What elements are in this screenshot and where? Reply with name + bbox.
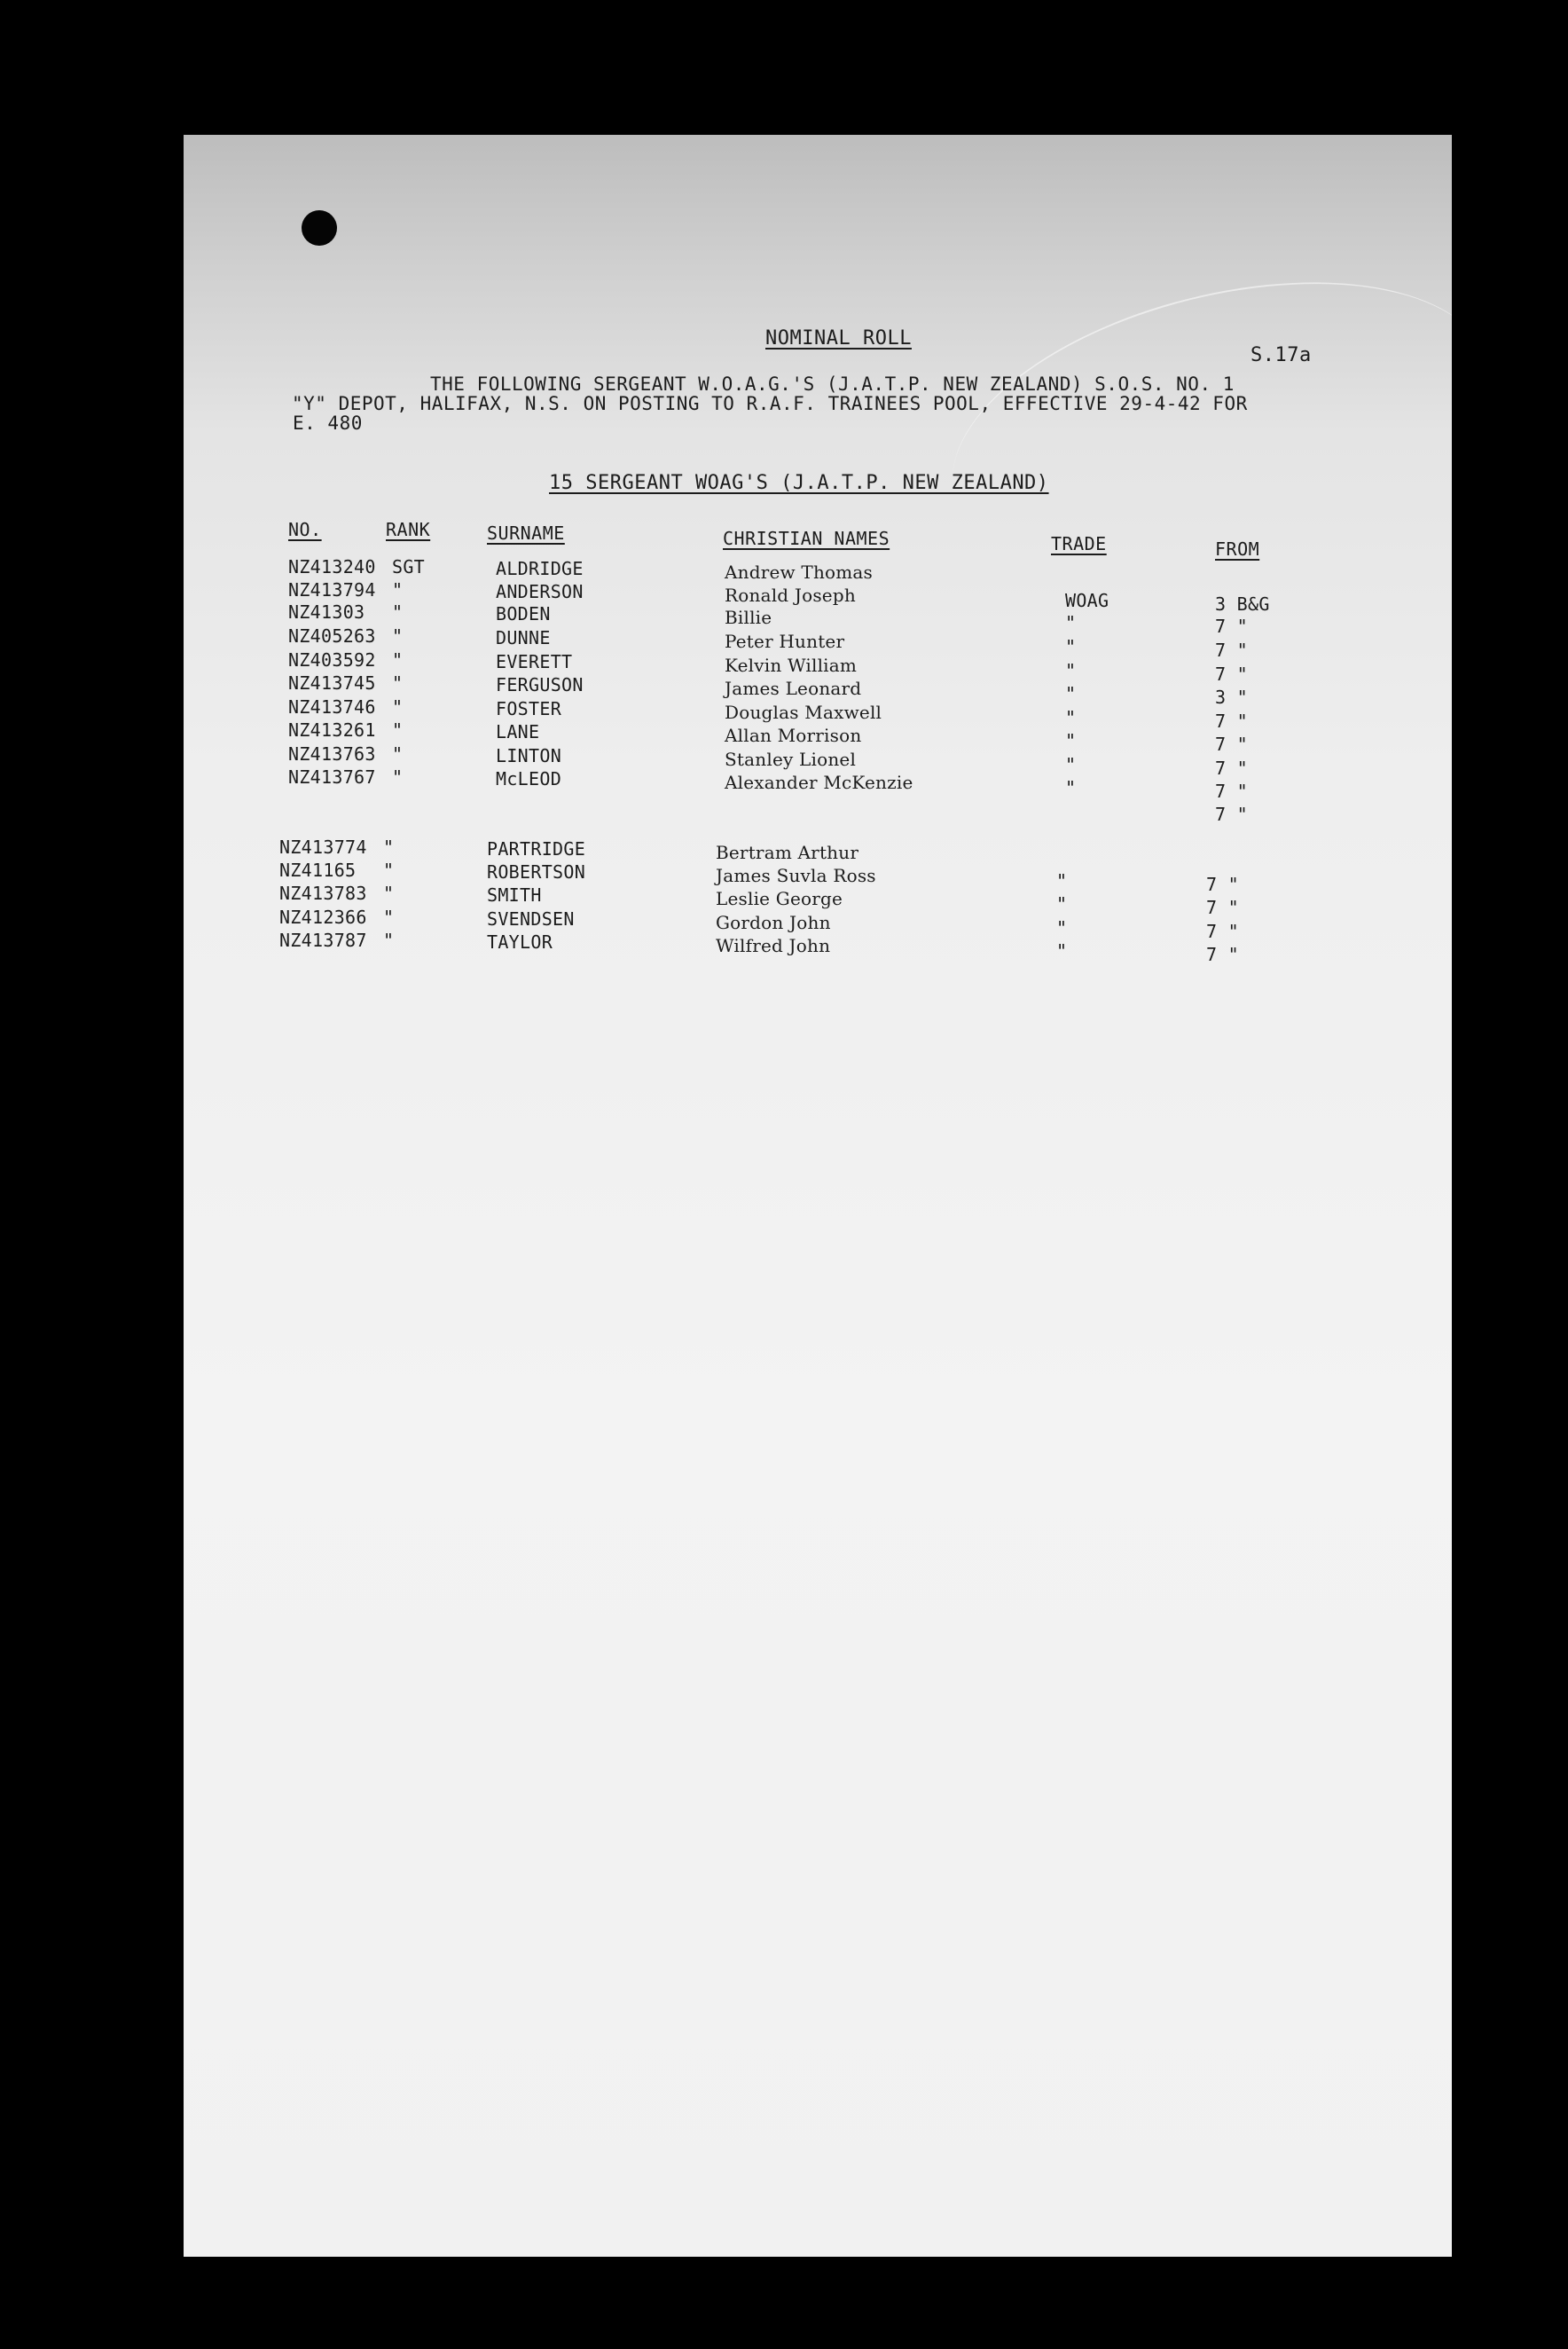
table-cell-no: NZ41165 [279,860,357,881]
table-cell-no: NZ413787 [279,930,367,951]
table-cell-christian: Peter Hunter [725,631,845,652]
table-cell-trade: " [1065,636,1077,657]
table-cell-from: 7 " [1206,944,1240,965]
table-cell-surname: FOSTER [496,698,562,719]
table-cell-from: 7 " [1215,734,1249,755]
intro-line-2: "Y" DEPOT, HALIFAX, N.S. ON POSTING TO R.A.F. TRAINEES POOL, EFFECTIVE 29-4-42 FOR [292,393,1248,414]
table-cell-from: 7 " [1215,758,1249,779]
column-header-no: NO. [288,519,322,540]
table-cell-from: 7 " [1215,616,1249,637]
table-cell-no: NZ413774 [279,837,367,858]
table-cell-surname: ROBERTSON [487,861,586,883]
column-header-christian: CHRISTIAN NAMES [723,528,890,549]
column-header-trade: TRADE [1051,533,1107,554]
column-header-from: FROM [1215,538,1260,560]
intro-line-3: E. 480 [293,412,363,434]
table-cell-no: NZ41303 [288,601,365,623]
table-cell-from: 7 " [1215,781,1249,802]
document-title: NOMINAL ROLL [765,327,912,350]
table-cell-from: 7 " [1215,640,1249,661]
table-cell-christian: Bertram Arthur [716,842,859,863]
table-cell-rank: " [392,672,404,694]
table-cell-no: NZ413783 [279,883,367,904]
table-cell-trade: " [1065,777,1077,798]
table-cell-trade: " [1065,612,1077,633]
table-cell-no: NZ405263 [288,625,376,647]
table-cell-rank: " [392,719,404,741]
table-cell-surname: DUNNE [496,627,551,648]
table-cell-christian: James Suvla Ross [716,865,876,886]
table-cell-no: NZ413261 [288,719,376,741]
intro-line-1: THE FOLLOWING SERGEANT W.O.A.G.'S (J.A.T.P. NEW ZEALAND) S.O.S. NO. 1 [430,373,1235,395]
table-cell-trade: " [1056,870,1068,892]
table-cell-surname: PARTRIDGE [487,838,586,860]
table-cell-no: NZ413746 [288,696,376,718]
table-cell-christian: Douglas Maxwell [725,702,882,723]
column-header-rank: RANK [386,519,431,540]
table-cell-rank: " [392,579,404,601]
table-cell-from: 7 " [1206,874,1240,895]
table-cell-rank: " [392,766,404,788]
table-cell-rank: " [392,696,404,718]
table-cell-trade: WOAG [1065,590,1109,611]
table-cell-trade: " [1065,660,1077,681]
table-cell-surname: TAYLOR [487,931,553,953]
table-cell-surname: ANDERSON [496,581,584,602]
table-cell-christian: Wilfred John [716,935,831,956]
subheading: 15 SERGEANT WOAG'S (J.A.T.P. NEW ZEALAND) [549,472,1049,494]
table-cell-trade: " [1065,707,1077,728]
table-cell-christian: Andrew Thomas [725,562,874,583]
table-cell-rank: " [392,649,404,671]
table-cell-no: NZ413767 [288,766,376,788]
table-cell-christian: Stanley Lionel [725,749,857,770]
table-cell-from: 7 " [1206,897,1240,918]
table-cell-christian: Allan Morrison [725,725,862,746]
table-cell-from: 7 " [1215,804,1249,825]
table-cell-rank: " [383,860,395,881]
table-cell-rank: " [392,601,404,623]
table-cell-rank: SGT [392,556,426,577]
column-header-surname: SURNAME [487,522,565,544]
table-cell-christian: Billie [725,607,772,628]
table-cell-rank: " [383,883,395,904]
table-cell-from: 7 " [1215,711,1249,732]
table-cell-from: 3 B&G [1215,593,1270,615]
table-cell-surname: McLEOD [496,768,562,790]
table-cell-rank: " [383,930,395,951]
table-cell-surname: ALDRIDGE [496,558,584,579]
table-cell-trade: " [1056,917,1068,939]
table-cell-trade: " [1056,893,1068,915]
table-cell-surname: BODEN [496,603,551,625]
table-cell-no: NZ412366 [279,907,367,928]
table-cell-rank: " [383,907,395,928]
table-cell-no: NZ413763 [288,743,376,765]
table-cell-christian: Alexander McKenzie [725,772,913,793]
table-cell-no: NZ413745 [288,672,376,694]
table-cell-from: 7 " [1215,664,1249,685]
table-cell-surname: LANE [496,721,540,742]
table-cell-rank: " [392,743,404,765]
table-cell-trade: " [1065,754,1077,775]
table-cell-christian: Kelvin William [725,655,858,676]
document-page [184,135,1452,2257]
table-cell-no: NZ413794 [288,579,376,601]
table-cell-trade: " [1056,940,1068,962]
table-cell-trade: " [1065,683,1077,704]
table-cell-from: 3 " [1215,687,1249,708]
table-cell-trade: " [1065,730,1077,751]
table-cell-rank: " [392,625,404,647]
page-reference: S.17a [1250,344,1312,366]
table-cell-from: 7 " [1206,921,1240,942]
punch-hole [302,210,337,246]
table-cell-christian: Gordon John [716,912,831,933]
table-cell-surname: EVERETT [496,651,573,672]
table-cell-surname: FERGUSON [496,674,584,695]
edge-specks [1436,213,1445,266]
table-cell-christian: James Leonard [725,678,862,699]
table-cell-no: NZ413240 [288,556,376,577]
table-cell-surname: SVENDSEN [487,908,575,930]
table-cell-surname: LINTON [496,745,562,766]
table-cell-no: NZ403592 [288,649,376,671]
table-cell-christian: Leslie George [716,888,843,909]
table-cell-surname: SMITH [487,884,542,906]
table-cell-christian: Ronald Joseph [725,585,856,606]
table-cell-rank: " [383,837,395,858]
paper-crease [922,232,1452,625]
